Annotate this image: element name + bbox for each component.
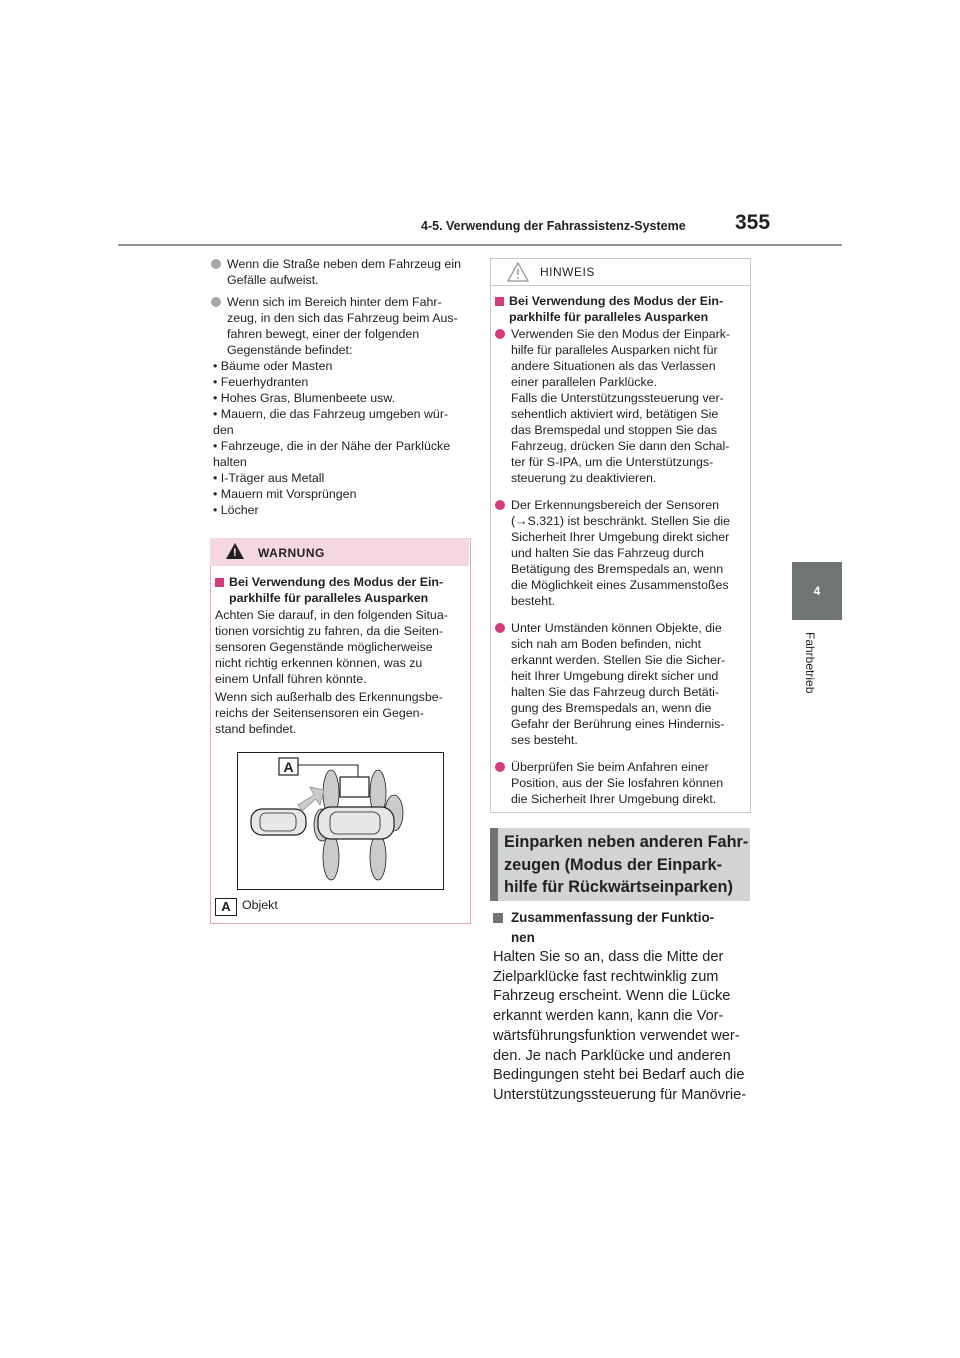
bullet-dot-icon xyxy=(211,297,221,307)
notice-triangle-icon xyxy=(507,262,529,287)
square-bullet-icon xyxy=(493,913,503,923)
parking-diagram-illustration xyxy=(238,753,443,889)
sub-list-item: • Feuerhydranten xyxy=(213,375,309,389)
bullet-dot-icon xyxy=(495,623,505,633)
page-number: 355 xyxy=(735,211,771,234)
list-item-text: Der Erkennungsbereich der Sensoren (→S.321) ist beschränkt. Stellen Sie die Sicherheit Ihrer Umgebung direkt sicher und halten Sie das Fahrzeug durch Betätigung des Bremspedals an, wenn die Möglichkeit eines Zusammenstoßes besteht. xyxy=(511,498,731,608)
exclamation-icon: ! xyxy=(233,547,237,559)
bullet-dot-icon xyxy=(495,500,505,510)
list-item-text: Überprüfen Sie beim Anfahren einer Position, aus der Sie losfahren können die Sicherheit Ihrer Umgebung direkt. xyxy=(511,760,724,806)
warning-subheading: Bei Verwendung des Modus der Ein- parkhilfe für paralleles Ausparken xyxy=(229,575,444,605)
sub-list-item: • I-Träger aus Metall xyxy=(213,471,325,485)
body-paragraph: Halten Sie so an, dass die Mitte der Zielparklücke fast rechtwinklig zum Fahrzeug erscheint. Wenn die Lücke erkannt werden kann, kann die Vor- wärtsführungsfunktion verwendet wer- den. Je nach Parklücke und anderen Bedingungen steht bei Bedarf auch die Unterstützungssteuerung für Manövrie- xyxy=(493,949,747,1103)
legend-text: Objekt xyxy=(242,898,278,912)
sub-list-item: • Löcher xyxy=(213,503,259,517)
bullet-dot-icon xyxy=(211,259,221,269)
sub-list-item: • Bäume oder Masten xyxy=(213,359,333,373)
bullet-dot-icon xyxy=(495,329,505,339)
sensor-zone-rear-right xyxy=(370,834,386,880)
list-item-text: Wenn die Straße neben dem Fahrzeug ein Gefälle aufweist. xyxy=(227,257,461,287)
bullet-dot-icon xyxy=(495,762,505,772)
direction-arrow-icon xyxy=(298,787,324,811)
warning-paragraph: Wenn sich außerhalb des Erkennungsbe- reichs der Seitensensoren ein Gegen- stand befindet. xyxy=(215,690,443,736)
sub-list-item: • Fahrzeuge, die in der Nähe der Parklücke halten xyxy=(213,439,451,469)
chapter-tab-label: Fahrbetrieb xyxy=(803,632,817,694)
notice-title: HINWEIS xyxy=(540,265,595,279)
warning-header xyxy=(210,538,469,566)
section-heading-bar xyxy=(490,828,498,901)
square-bullet-icon xyxy=(215,578,224,587)
list-item-text: Verwenden Sie den Modus der Einpark- hilfe für paralleles Ausparken nicht für andere Situationen als das Verlassen einer parallelen Parklücke. Falls die Unterstützungssteuerung ver- sehentlich aktiviert wird, betätigen Sie das Bremspedal und stoppen Sie das Fahrzeug, drücken Sie dann den Schal- ter für S-IPA, um die Unterstützungs- steuerung zu deaktivieren. xyxy=(511,327,731,485)
chapter-tab-number: 4 xyxy=(792,562,842,620)
list-item-text: Wenn sich im Bereich hinter dem Fahr- zeug, in den sich das Fahrzeug beim Aus- fahren bewegt, einer der folgenden Gegenstände befindet: xyxy=(227,295,458,357)
section-heading: Einparken neben anderen Fahr- zeugen (Modus der Einpark- hilfe für Rückwärtseinparken) xyxy=(504,833,749,896)
summary-heading: Zusammenfassung der Funktio- nen xyxy=(511,910,715,945)
warning-title: WARNUNG xyxy=(258,546,325,560)
notice-subheading: Bei Verwendung des Modus der Ein- parkhilfe für paralleles Ausparken xyxy=(509,294,724,324)
running-header-title: 4-5. Verwendung der Fahrassistenz-Systeme xyxy=(421,219,686,233)
sub-list-item: • Hohes Gras, Blumenbeete usw. xyxy=(213,391,396,405)
notice-header-rule xyxy=(491,285,750,286)
header-rule xyxy=(118,244,842,246)
legend-label-box: A xyxy=(215,898,237,916)
parking-sensor-diagram xyxy=(237,752,444,890)
sensor-zone-rear-left xyxy=(323,834,339,880)
square-bullet-icon xyxy=(495,297,504,306)
warning-paragraph: Achten Sie darauf, in den folgenden Situa- tionen vorsichtig zu fahren, da die Seiten- sensoren Gegenstände möglicherweise nicht richtig erkennen können, was zu einem Unfall führen könnte. xyxy=(215,608,448,686)
list-item-text: Unter Umständen können Objekte, die sich nah am Boden befinden, nicht erkannt werden. Stellen Sie die Sicher- heit Ihrer Umgebung direkt sicher und halten Sie das Fahrzeug durch Betäti- gung des Bremspedals an, wenn die Gefahr der Berührung eines Hindernis- ses besteht. xyxy=(511,621,726,747)
sub-list-item: • Mauern, die das Fahrzeug umgeben wür- den xyxy=(213,407,449,437)
callout-label: A xyxy=(283,759,294,775)
object-box xyxy=(340,777,369,797)
sub-list-item: • Mauern mit Vorsprüngen xyxy=(213,487,357,501)
